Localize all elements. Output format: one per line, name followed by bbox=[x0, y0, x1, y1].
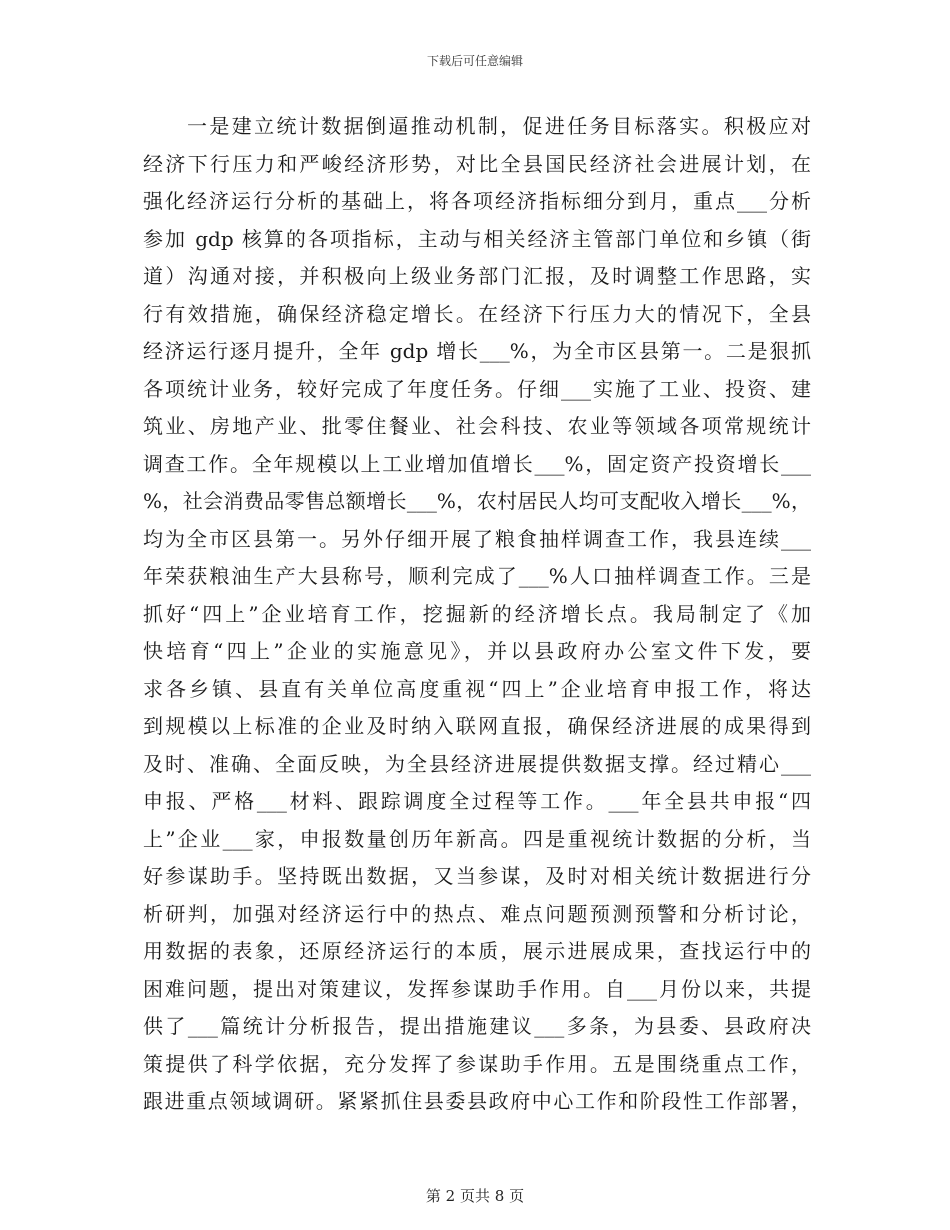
document-body bbox=[143, 108, 811, 1121]
text-line: 困难问题，提出对策建议，发挥参谋助手作用。自___月份以来，共提 bbox=[143, 976, 811, 1001]
text-line: 到规模以上标准的企业及时纳入联网直报，确保经济进展的成果得到 bbox=[143, 714, 811, 738]
text-line: 行有效措施，确保经济稳定增长。在经济下行压力大的情况下，全县 bbox=[143, 301, 811, 326]
text-line: 各项统计业务，较好完成了年度任务。仔细___实施了工业、投资、建 bbox=[143, 376, 811, 401]
text-line: 经济运行逐月提升，全年 gdp 增长___%，为全市区县第一。二是狠抓 bbox=[143, 339, 811, 363]
text-line: 参加 gdp 核算的各项指标，主动与相关经济主管部门单位和乡镇（街 bbox=[143, 226, 811, 251]
text-line: 好参谋助手。坚持既出数据，又当参谋，及时对相关统计数据进行分 bbox=[143, 864, 811, 888]
text-line: 及时、准确、全面反映，为全县经济进展提供数据支撑。经过精心___ bbox=[143, 751, 811, 776]
text-line: 析研判，加强对经济运行中的热点、难点问题预测预警和分析讨论， bbox=[143, 901, 811, 926]
text-line: 调查工作。全年规模以上工业增加值增长___%，固定资产投资增长___ bbox=[143, 451, 811, 476]
text-line: 申报、严格___材料、跟踪调度全过程等工作。___年全县共申报“四 bbox=[143, 789, 811, 813]
text-line: 经济下行压力和严峻经济形势，对比全县国民经济社会进展计划，在 bbox=[143, 151, 811, 176]
text-line: 年荣获粮油生产大县称号，顺利完成了___%人口抽样调查工作。三是 bbox=[143, 564, 811, 588]
text-line: 抓好“四上”企业培育工作，挖掘新的经济增长点。我局制定了《加 bbox=[143, 601, 811, 626]
text-line: 筑业、房地产业、批零住餐业、社会科技、农业等领域各项常规统计 bbox=[143, 414, 811, 438]
page-footer: 第 2 页共 8 页 bbox=[425, 1187, 525, 1205]
text-line: 道）沟通对接，并积极向上级业务部门汇报，及时调整工作思路，实 bbox=[143, 264, 811, 288]
text-line: 强化经济运行分析的基础上，将各项经济指标细分到月，重点___分析 bbox=[143, 189, 811, 213]
text-line: %，社会消费品零售总额增长___%，农村居民人均可支配收入增长___%， bbox=[143, 489, 811, 513]
text-line: 求各乡镇、县直有关单位高度重视“四上”企业培育申报工作，将达 bbox=[143, 676, 811, 701]
text-line: 一是建立统计数据倒逼推动机制，促进任务目标落实。积极应对 bbox=[187, 114, 811, 138]
text-line: 快培育“四上”企业的实施意见》，并以县政府办公室文件下发，要 bbox=[143, 639, 811, 663]
text-line: 供了___篇统计分析报告，提出措施建议___多条，为县委、县政府决 bbox=[143, 1014, 811, 1038]
page-header: 下载后可任意编辑 bbox=[426, 54, 523, 68]
text-line: 上”企业___家，申报数量创历年新高。四是重视统计数据的分析，当 bbox=[143, 826, 811, 851]
text-line: 策提供了科学依据，充分发挥了参谋助手作用。五是围绕重点工作， bbox=[143, 1051, 811, 1076]
text-line: 跟进重点领域调研。紧紧抓住县委县政府中心工作和阶段性工作部署， bbox=[143, 1089, 811, 1113]
text-line: 均为全市区县第一。另外仔细开展了粮食抽样调查工作，我县连续___ bbox=[143, 526, 811, 551]
text-line: 用数据的表象，还原经济运行的本质，展示进展成果，查找运行中的 bbox=[143, 939, 811, 963]
